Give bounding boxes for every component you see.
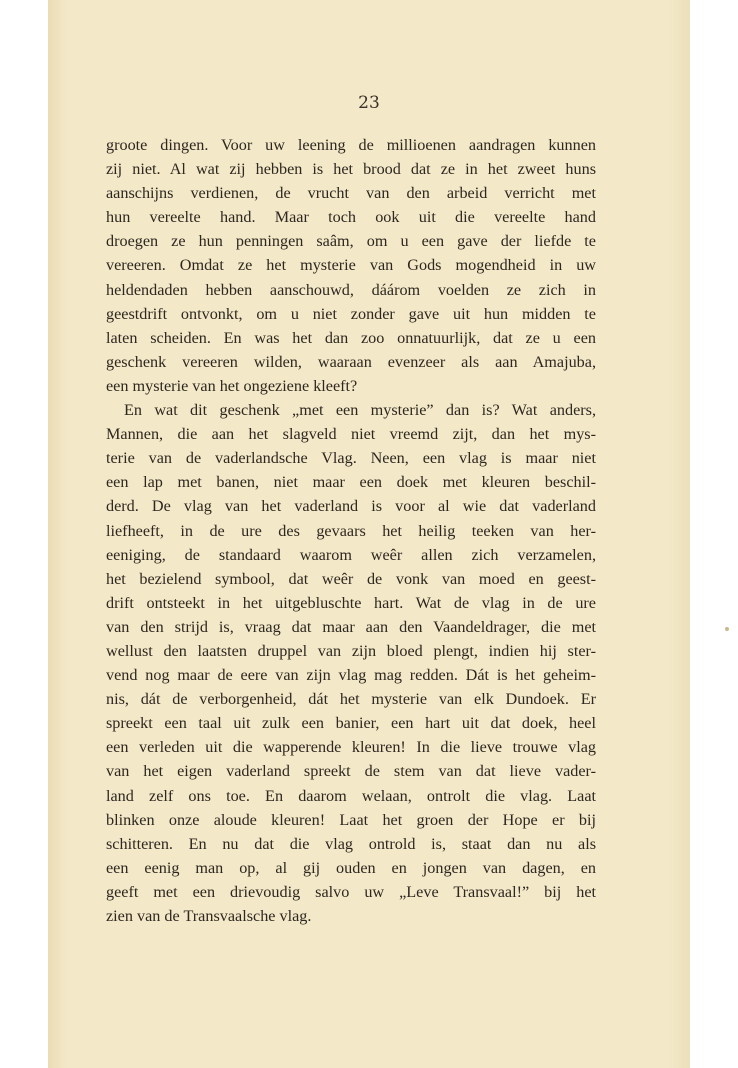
- text-line: laten scheiden. En was het dan zoo onnatuurlijk, dat ze u een: [106, 328, 596, 347]
- text-line: een eenig man op, al gij ouden en jongen van dagen, en: [106, 858, 596, 877]
- paper-speck: [725, 627, 729, 631]
- text-line: Mannen, die aan het slagveld niet vreemd zijt, dan het mys-: [106, 425, 596, 444]
- text-line: van het eigen vaderland spreekt de stem van dat lieve vader-: [106, 762, 596, 781]
- text-line: aanschijns verdienen, de vrucht van den arbeid verricht met: [106, 184, 596, 203]
- text-line: nis, dát de verborgenheid, dát het mysterie van elk Dundoek. Er: [106, 690, 596, 709]
- text-line: een verleden uit die wapperende kleuren! In die lieve trouwe vlag: [106, 738, 596, 757]
- text-line: spreekt een taal uit zulk een banier, een hart uit dat doek, heel: [106, 714, 596, 733]
- text-line: het bezielend symbool, dat weêr de vonk van moed en geest-: [106, 569, 596, 588]
- text-line: liefheeft, in de ure des gevaars het heilig teeken van her-: [106, 521, 596, 540]
- text-line: terie van de vaderlandsche Vlag. Neen, een vlag is maar niet: [106, 449, 596, 468]
- text-line: vereeren. Omdat ze het mysterie van Gods mogendheid in uw: [106, 256, 596, 275]
- text-line: blinken onze aloude kleuren! Laat het groen der Hope er bij: [106, 810, 596, 829]
- book-page: [48, 0, 690, 1068]
- page-number: 23: [358, 93, 380, 113]
- body-text: [106, 133, 596, 928]
- text-line: geeft met een drievoudig salvo uw „Leve Transvaal!” bij het: [106, 882, 596, 901]
- text-line: En wat dit geschenk „met een mysterie” dan is? Wat anders,: [124, 401, 596, 420]
- text-line: een mysterie van het ongeziene kleeft?: [106, 376, 358, 395]
- text-line: drift ontsteekt in het uitgebluschte hart. Wat de vlag in de ure: [106, 593, 596, 612]
- text-line: droegen ze hun penningen saâm, om u een gave der liefde te: [106, 232, 596, 251]
- text-line: derd. De vlag van het vaderland is voor al wie dat vaderland: [106, 497, 596, 516]
- text-line: een lap met banen, niet maar een doek met kleuren beschil-: [106, 473, 596, 492]
- text-line: eeniging, de standaard waarom weêr allen zich verzamelen,: [106, 545, 596, 564]
- text-line: van den strijd is, vraag dat maar aan den Vaandeldrager, die met: [106, 617, 596, 636]
- text-line: groote dingen. Voor uw leening de millioenen aandragen kunnen: [106, 136, 596, 154]
- text-line: heldendaden hebben aanschouwd, dáárom voelden ze zich in: [106, 280, 596, 299]
- text-line: hun vereelte hand. Maar toch ook uit die vereelte hand: [106, 208, 596, 227]
- text-line: geestdrift ontvonkt, om u niet zonder gave uit hun midden te: [106, 304, 596, 323]
- text-line: zij niet. Al wat zij hebben is het brood dat ze in het zweet huns: [106, 160, 596, 179]
- text-line: geschenk vereeren wilden, waaraan evenzeer als aan Amajuba,: [106, 352, 596, 371]
- text-line: land zelf ons toe. En daarom welaan, ontrolt die vlag. Laat: [106, 786, 596, 805]
- text-line: zien van de Transvaalsche vlag.: [106, 907, 312, 925]
- text-line: schitteren. En nu dat die vlag ontrold is, staat dan nu als: [106, 834, 596, 853]
- text-line: vend nog maar de eere van zijn vlag mag redden. Dát is het geheim-: [106, 666, 596, 685]
- text-line: wellust den laatsten druppel van zijn bloed plengt, indien hij ster-: [106, 641, 596, 660]
